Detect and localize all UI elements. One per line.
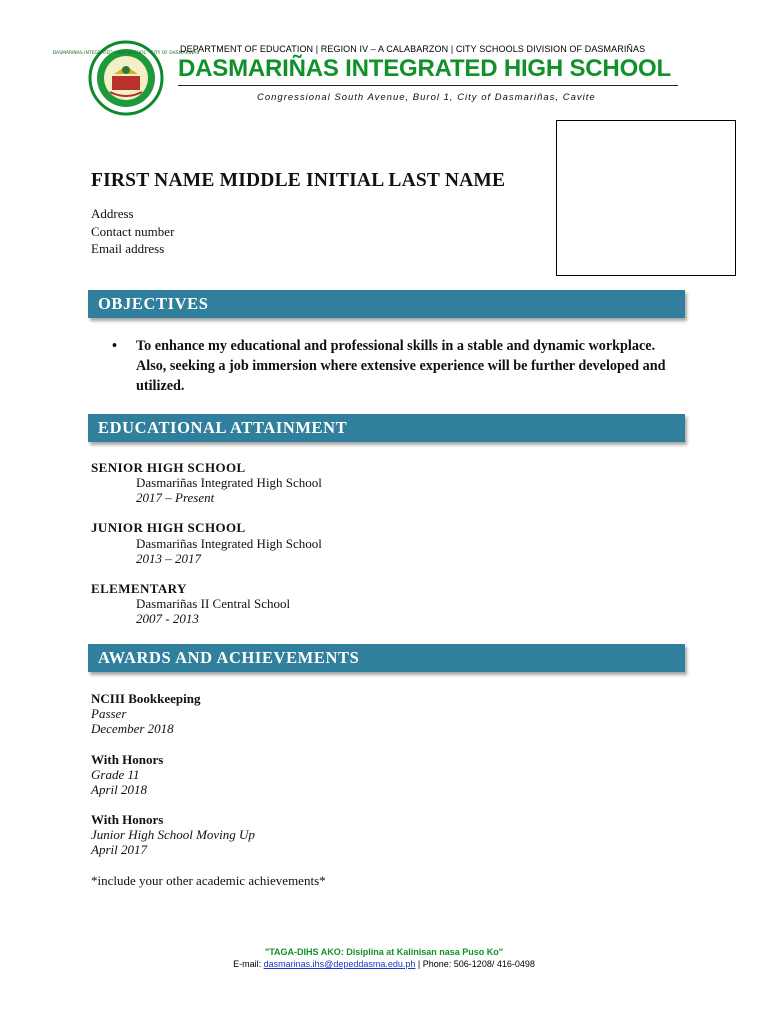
email-label: E-mail: [233,959,262,969]
objective-text: To enhance my educational and professional skills in a stable and dynamic workplace. Also, seeking a job immersion where extensive experience will be further developed and utilized. [136,338,666,394]
award-date: April 2017 [91,842,147,857]
school-motto: "TAGA-DIHS AKO: Disiplina at Kalinisan nasa Puso Ko" [264,947,504,957]
education-years: 2007 - 2013 [136,611,199,626]
objective-item [112,336,672,396]
education-school: Dasmariñas Integrated High School [136,475,322,490]
education-level: JUNIOR HIGH SCHOOL [91,520,246,535]
section-awards: AWARDS AND ACHIEVEMENTS [88,644,685,672]
phone-number: Phone: 506-1208/ 416-0498 [422,959,535,969]
education-years: 2013 – 2017 [136,551,201,566]
education-school: Dasmariñas Integrated High School [136,536,322,551]
award-date: April 2018 [91,782,147,797]
email-link[interactable]: dasmarinas.ihs@depeddasma.edu.ph [263,959,416,969]
award-date: December 2018 [91,721,174,736]
awards-note: *include your other academic achievements* [91,873,326,888]
footer-separator: | [417,959,421,969]
education-level: ELEMENTARY [91,581,187,596]
department-line: DEPARTMENT OF EDUCATION | REGION IV – A CALABARZON | CITY SCHOOLS DIVISION OF DASMARIÑAS [180,44,646,54]
applicant-name: FIRST NAME MIDDLE INITIAL LAST NAME [91,170,506,191]
svg-text:DASMARIÑAS INTEGRATED HIGH SCH: DASMARIÑAS INTEGRATED HIGH SCHOOL · CITY OF DASMARIÑAS [52,51,200,56]
header-divider [178,85,678,86]
education-school: Dasmariñas II Central School [136,596,291,611]
section-objectives: OBJECTIVES [88,290,685,318]
school-name: DASMARIÑAS INTEGRATED HIGH SCHOOL [178,55,671,82]
award-detail: Junior High School Moving Up [91,827,255,842]
applicant-contact: Contact number [91,224,175,239]
award-detail: Grade 11 [91,767,140,782]
footer-contact [0,959,768,969]
school-address: Congressional South Avenue, Burol 1, City of Dasmariñas, Cavite [257,92,596,103]
photo-placeholder [556,120,736,276]
school-seal-logo [52,40,200,116]
award-detail: Passer [91,706,127,721]
applicant-address: Address [91,206,134,221]
section-education: EDUCATIONAL ATTAINMENT [88,414,685,442]
education-level: SENIOR HIGH SCHOOL [91,460,246,475]
award-title: NCIII Bookkeeping [91,691,201,706]
applicant-email: Email address [91,241,165,256]
bullet-icon: • [112,338,117,354]
education-years: 2017 – Present [136,490,215,505]
award-title: With Honors [91,752,164,767]
award-title: With Honors [91,812,164,827]
